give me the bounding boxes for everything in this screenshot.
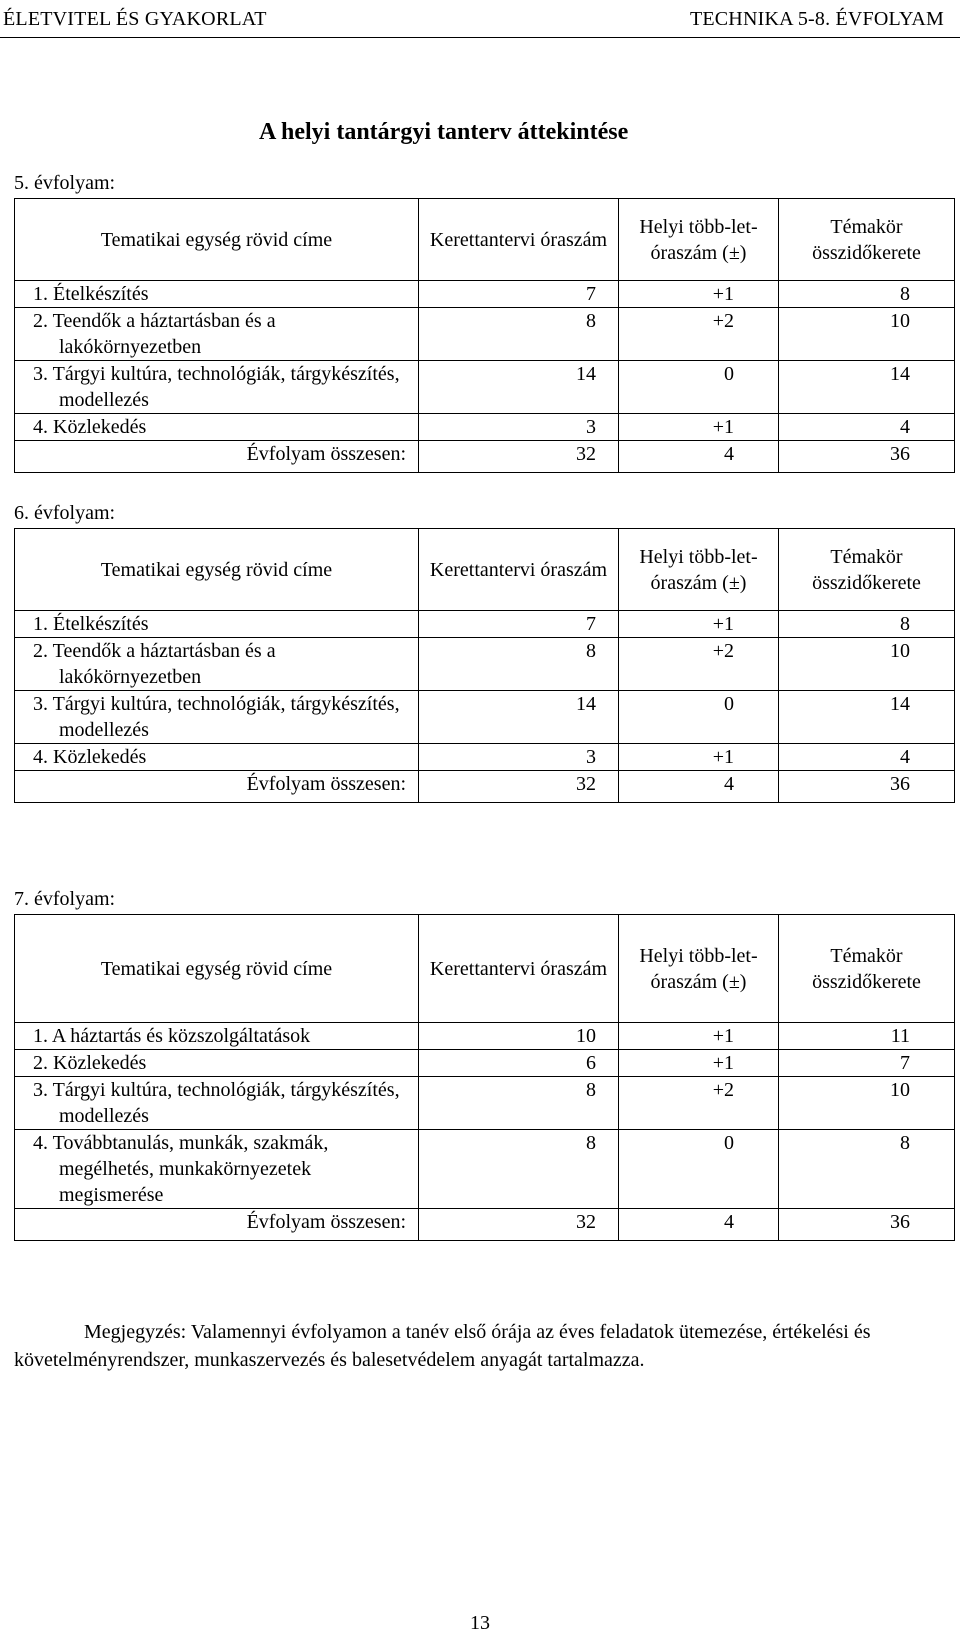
- table-row: [15, 744, 955, 771]
- total-frame-hours: 32: [419, 1209, 619, 1241]
- row-total-hours: 10: [779, 1077, 955, 1130]
- column-header-frame: Kerettantervi óraszám: [419, 199, 619, 281]
- header-divider: [0, 37, 960, 38]
- row-title: 4. Közlekedés: [15, 414, 419, 441]
- total-frame-hours: 32: [419, 771, 619, 803]
- total-label: Évfolyam összesen:: [15, 771, 419, 803]
- row-title: 4. Továbbtanulás, munkák, szakmák, megélhetés, munkakörnyezetek megismerése: [15, 1130, 419, 1209]
- total-frame-hours: 32: [419, 441, 619, 473]
- total-row: [15, 771, 955, 803]
- footnote: Megjegyzés: Valamennyi évfolyamon a tanév első órája az éves feladatok ütemezése, értékelési és követelményrendszer, munkaszervezés és balesetvédelem anyagát tartalmazza.: [14, 1321, 871, 1371]
- column-header-title: Tematikai egység rövid címe: [15, 199, 419, 281]
- row-frame-hours: 14: [419, 361, 619, 414]
- total-row: [15, 1209, 955, 1241]
- running-header-right: TECHNIKA 5-8. ÉVFOLYAM: [689, 8, 944, 30]
- row-total-hours: 7: [779, 1050, 955, 1077]
- row-frame-hours: 10: [419, 1023, 619, 1050]
- row-total-hours: 14: [779, 361, 955, 414]
- row-title: 2. Teendők a háztartásban és a lakókörnyezetben: [15, 308, 419, 361]
- row-extra-hours: +2: [619, 638, 779, 691]
- row-total-hours: 8: [779, 281, 955, 308]
- row-extra-hours: +1: [619, 414, 779, 441]
- row-frame-hours: 8: [419, 1130, 619, 1209]
- row-frame-hours: 6: [419, 1050, 619, 1077]
- row-frame-hours: 7: [419, 281, 619, 308]
- row-extra-hours: +1: [619, 1023, 779, 1050]
- grade-label: 5. évfolyam:: [14, 172, 116, 194]
- row-total-hours: 10: [779, 308, 955, 361]
- page-number: 13: [470, 1612, 490, 1634]
- row-total-hours: 11: [779, 1023, 955, 1050]
- column-header-title: Tematikai egység rövid címe: [15, 529, 419, 611]
- grade-table: [14, 914, 955, 1241]
- row-extra-hours: +1: [619, 744, 779, 771]
- total-hours: 36: [779, 441, 955, 473]
- row-title: 3. Tárgyi kultúra, technológiák, tárgykészítés, modellezés: [15, 1077, 419, 1130]
- table-row: [15, 414, 955, 441]
- row-frame-hours: 8: [419, 1077, 619, 1130]
- row-extra-hours: +2: [619, 1077, 779, 1130]
- total-hours: 36: [779, 1209, 955, 1241]
- row-frame-hours: 8: [419, 308, 619, 361]
- grade-table: [14, 198, 955, 473]
- row-extra-hours: +1: [619, 281, 779, 308]
- total-label: Évfolyam összesen:: [15, 1209, 419, 1241]
- row-extra-hours: 0: [619, 1130, 779, 1209]
- table-row: [15, 361, 955, 414]
- total-hours: 36: [779, 771, 955, 803]
- column-header-extra: Helyi több-let-óraszám (±): [619, 199, 779, 281]
- total-extra-hours: 4: [619, 771, 779, 803]
- table-row: [15, 308, 955, 361]
- page-title: A helyi tantárgyi tanterv áttekintése: [259, 119, 629, 145]
- row-title: 1. Ételkészítés: [15, 611, 419, 638]
- row-extra-hours: 0: [619, 691, 779, 744]
- row-title: 3. Tárgyi kultúra, technológiák, tárgykészítés, modellezés: [15, 691, 419, 744]
- total-row: [15, 441, 955, 473]
- row-extra-hours: +2: [619, 308, 779, 361]
- total-label: Évfolyam összesen:: [15, 441, 419, 473]
- grade-table: [14, 528, 955, 803]
- column-header-frame: Kerettantervi óraszám: [419, 915, 619, 1023]
- row-frame-hours: 3: [419, 414, 619, 441]
- table-row: [15, 638, 955, 691]
- table-row: [15, 1130, 955, 1209]
- grade-label: 6. évfolyam:: [14, 502, 116, 524]
- row-total-hours: 10: [779, 638, 955, 691]
- table-row: [15, 281, 955, 308]
- table-row: [15, 1023, 955, 1050]
- row-extra-hours: +1: [619, 1050, 779, 1077]
- row-title: 2. Közlekedés: [15, 1050, 419, 1077]
- table-row: [15, 1077, 955, 1130]
- row-total-hours: 8: [779, 1130, 955, 1209]
- row-total-hours: 14: [779, 691, 955, 744]
- row-frame-hours: 8: [419, 638, 619, 691]
- total-extra-hours: 4: [619, 441, 779, 473]
- row-title: 3. Tárgyi kultúra, technológiák, tárgykészítés, modellezés: [15, 361, 419, 414]
- row-title: 1. Ételkészítés: [15, 281, 419, 308]
- row-total-hours: 4: [779, 414, 955, 441]
- row-total-hours: 8: [779, 611, 955, 638]
- row-extra-hours: 0: [619, 361, 779, 414]
- column-header-total: Témakör összidőkerete: [779, 529, 955, 611]
- row-frame-hours: 7: [419, 611, 619, 638]
- column-header-extra: Helyi több-let-óraszám (±): [619, 915, 779, 1023]
- table-row: [15, 691, 955, 744]
- table-row: [15, 611, 955, 638]
- grade-label: 7. évfolyam:: [14, 888, 116, 910]
- column-header-title: Tematikai egység rövid címe: [15, 915, 419, 1023]
- row-total-hours: 4: [779, 744, 955, 771]
- row-title: 1. A háztartás és közszolgáltatások: [15, 1023, 419, 1050]
- row-frame-hours: 3: [419, 744, 619, 771]
- table-row: [15, 1050, 955, 1077]
- row-frame-hours: 14: [419, 691, 619, 744]
- total-extra-hours: 4: [619, 1209, 779, 1241]
- column-header-total: Témakör összidőkerete: [779, 915, 955, 1023]
- column-header-frame: Kerettantervi óraszám: [419, 529, 619, 611]
- row-extra-hours: +1: [619, 611, 779, 638]
- row-title: 4. Közlekedés: [15, 744, 419, 771]
- column-header-extra: Helyi több-let-óraszám (±): [619, 529, 779, 611]
- column-header-total: Témakör összidőkerete: [779, 199, 955, 281]
- row-title: 2. Teendők a háztartásban és a lakókörnyezetben: [15, 638, 419, 691]
- running-header-left: ÉLETVITEL ÉS GYAKORLAT: [3, 8, 267, 30]
